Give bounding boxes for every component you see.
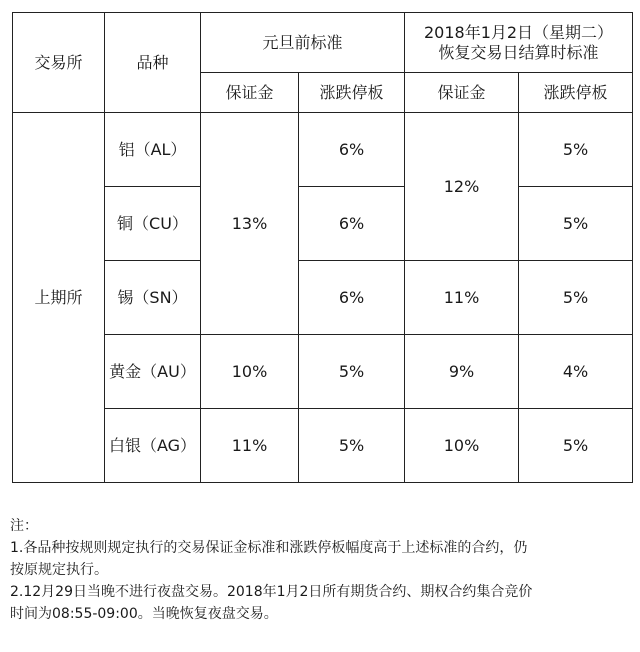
before-limit-cell: 6% [299,261,405,335]
note-line-1: 1.各品种按规则规定执行的交易保证金标准和涨跌停板幅度高于上述标准的合约，仍 [10,540,528,556]
header-exchange: 交易所 [13,13,105,113]
before-margin-cell: 11% [201,409,299,483]
subheader-after-margin: 保证金 [405,73,519,113]
variety-cell: 白银（AG） [105,409,201,483]
table-row [13,187,633,261]
table-row [13,335,633,409]
after-margin-cell: 9% [405,335,519,409]
header-resume-date: 2018年1月2日（星期二） [423,22,614,42]
after-limit-cell: 5% [519,409,633,483]
exchange-cell: 上期所 [13,113,105,483]
note-line-3: 2.12月29日当晚不进行夜盘交易。2018年1月2日所有期货合约、期权合约集合竞价 [10,584,533,600]
header-resume-standard [405,13,633,73]
after-limit-cell: 5% [519,261,633,335]
margin-limit-table [12,12,633,483]
variety-cell: 铝（AL） [105,113,201,187]
before-limit-cell: 6% [299,187,405,261]
header-variety: 品种 [105,13,201,113]
table-row [13,113,633,187]
variety-cell: 铜（CU） [105,187,201,261]
after-margin-cell: 10% [405,409,519,483]
note-line-4: 时间为08:55-09:00。当晚恢复夜盘交易。 [10,606,278,622]
after-limit-cell: 5% [519,113,633,187]
table-row [13,261,633,335]
subheader-before-margin: 保证金 [201,73,299,113]
after-margin-cell: 12% [405,113,519,261]
before-limit-cell: 5% [299,409,405,483]
after-limit-cell: 4% [519,335,633,409]
after-limit-cell: 5% [519,187,633,261]
before-margin-cell: 13% [201,113,299,335]
header-before-new-year: 元旦前标准 [201,13,405,73]
subheader-before-limit: 涨跌停板 [299,73,405,113]
notes-section [10,515,630,625]
notes-title: 注： [10,518,38,534]
header-resume-desc: 恢复交易日结算时标准 [438,42,599,62]
before-limit-cell: 5% [299,335,405,409]
variety-cell: 锡（SN） [105,261,201,335]
table-row [13,409,633,483]
subheader-after-limit: 涨跌停板 [519,73,633,113]
after-margin-cell: 11% [405,261,519,335]
before-limit-cell: 6% [299,113,405,187]
before-margin-cell: 10% [201,335,299,409]
note-line-2: 按原规定执行。 [10,562,108,578]
variety-cell: 黄金（AU） [105,335,201,409]
